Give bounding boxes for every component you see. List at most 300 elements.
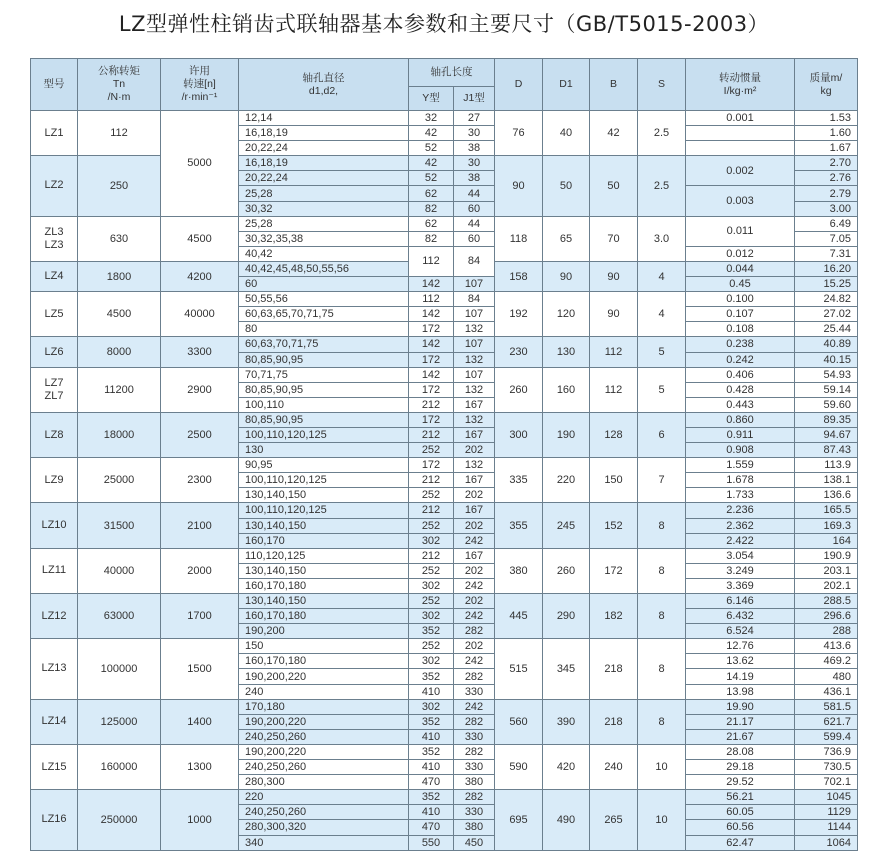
inertia-cell: 21.17 — [686, 714, 795, 729]
bore-diameter-cell: 240,250,260 — [239, 805, 409, 820]
bore-diameter-cell: 130,140,150 — [239, 594, 409, 609]
inertia-cell: 2.362 — [686, 518, 795, 533]
S-cell: 3.0 — [638, 216, 686, 261]
bore-diameter-cell: 220 — [239, 790, 409, 805]
header-y-type: Y型 — [409, 87, 454, 111]
bore-diameter-cell: 40,42,45,48,50,55,56 — [239, 261, 409, 276]
torque-cell: 4500 — [78, 292, 161, 337]
y-length-cell: 252 — [409, 443, 454, 458]
header-inertia-line-2: I/kg·m² — [723, 84, 757, 97]
model-cell: LZ6 — [31, 337, 78, 367]
D1-cell: 190 — [543, 412, 590, 457]
B-cell: 182 — [590, 594, 638, 639]
header-bore-diameter-line-2: d1,d2, — [308, 84, 339, 97]
bore-diameter-cell: 30,32 — [239, 201, 409, 216]
y-length-cell: 32 — [409, 111, 454, 126]
j1-length-cell: 242 — [454, 578, 495, 593]
mass-cell: 288 — [795, 624, 858, 639]
D-cell: 230 — [495, 337, 543, 367]
table-row — [31, 639, 858, 654]
B-cell: 265 — [590, 790, 638, 850]
j1-length-cell: 202 — [454, 488, 495, 503]
table-row — [31, 458, 858, 473]
bore-diameter-cell: 40,42 — [239, 246, 409, 261]
D1-cell: 390 — [543, 699, 590, 744]
inertia-cell: 29.52 — [686, 775, 795, 790]
mass-cell: 87.43 — [795, 443, 858, 458]
D-cell: 260 — [495, 367, 543, 412]
model-cell: LZ16 — [31, 790, 78, 850]
y-length-cell: 550 — [409, 835, 454, 850]
S-cell: 4 — [638, 261, 686, 291]
inertia-cell: 60.05 — [686, 805, 795, 820]
D1-cell: 50 — [543, 156, 590, 216]
y-length-cell: 52 — [409, 141, 454, 156]
j1-length-cell: 202 — [454, 563, 495, 578]
header-speed-line-1: 许用 — [189, 65, 210, 77]
bore-diameter-cell: 25,28 — [239, 186, 409, 201]
mass-cell: 296.6 — [795, 609, 858, 624]
bore-diameter-cell: 190,200,220 — [239, 744, 409, 759]
y-length-cell: 142 — [409, 277, 454, 292]
j1-length-cell: 282 — [454, 624, 495, 639]
B-cell: 42 — [590, 111, 638, 156]
D-cell: 355 — [495, 503, 543, 548]
bore-diameter-cell: 16,18,19 — [239, 126, 409, 141]
D-cell: 445 — [495, 594, 543, 639]
header-torque-line-3: /N·m — [107, 91, 131, 103]
header-D: D — [495, 59, 543, 111]
inertia-cell: 13.98 — [686, 684, 795, 699]
table-row — [31, 367, 858, 382]
j1-length-cell: 107 — [454, 337, 495, 352]
mass-cell: 1.53 — [795, 111, 858, 126]
S-cell: 8 — [638, 594, 686, 639]
D-cell: 158 — [495, 261, 543, 291]
inertia-cell: 1.678 — [686, 473, 795, 488]
bore-diameter-cell: 190,200,220 — [239, 669, 409, 684]
B-cell: 112 — [590, 337, 638, 367]
inertia-cell: 0.002 — [686, 156, 795, 186]
inertia-cell: 0.428 — [686, 382, 795, 397]
model-cell: LZ15 — [31, 744, 78, 789]
mass-cell: 2.79 — [795, 186, 858, 201]
bore-diameter-cell: 160,170,180 — [239, 654, 409, 669]
bore-diameter-cell: 50,55,56 — [239, 292, 409, 307]
j1-length-cell: 202 — [454, 594, 495, 609]
y-length-cell: 212 — [409, 503, 454, 518]
y-length-cell: 142 — [409, 307, 454, 322]
bore-diameter-cell: 280,300 — [239, 775, 409, 790]
model-cell: LZ7 ZL7 — [31, 367, 78, 412]
inertia-cell: 0.45 — [686, 277, 795, 292]
header-speed-line-3: /r·min⁻¹ — [181, 91, 218, 103]
speed-cell: 1000 — [161, 790, 239, 850]
inertia-cell: 28.08 — [686, 744, 795, 759]
j1-length-cell: 242 — [454, 699, 495, 714]
j1-length-cell: 84 — [454, 246, 495, 276]
mass-cell: 1144 — [795, 820, 858, 835]
y-length-cell: 42 — [409, 156, 454, 171]
j1-length-cell: 60 — [454, 231, 495, 246]
bore-diameter-cell: 100,110,120,125 — [239, 503, 409, 518]
bore-diameter-cell: 30,32,35,38 — [239, 231, 409, 246]
inertia-cell: 6.146 — [686, 594, 795, 609]
model-cell: LZ4 — [31, 261, 78, 291]
j1-length-cell: 380 — [454, 820, 495, 835]
mass-cell: 621.7 — [795, 714, 858, 729]
header-torque-line-1: 公称转矩 — [98, 65, 140, 77]
bore-diameter-cell: 110,120,125 — [239, 548, 409, 563]
bore-diameter-cell: 160,170,180 — [239, 609, 409, 624]
table-row — [31, 790, 858, 805]
speed-cell: 2500 — [161, 412, 239, 457]
D-cell: 76 — [495, 111, 543, 156]
table-row — [31, 503, 858, 518]
bore-diameter-cell: 25,28 — [239, 216, 409, 231]
y-length-cell: 252 — [409, 594, 454, 609]
speed-cell: 1500 — [161, 639, 239, 699]
y-length-cell: 252 — [409, 488, 454, 503]
inertia-cell: 62.47 — [686, 835, 795, 850]
inertia-cell: 12.76 — [686, 639, 795, 654]
inertia-cell: 0.108 — [686, 322, 795, 337]
inertia-cell: 0.911 — [686, 427, 795, 442]
j1-length-cell: 107 — [454, 367, 495, 382]
header-model: 型号 — [31, 59, 78, 111]
bore-diameter-cell: 190,200 — [239, 624, 409, 639]
D-cell: 590 — [495, 744, 543, 789]
bore-diameter-cell: 340 — [239, 835, 409, 850]
mass-cell: 169.3 — [795, 518, 858, 533]
mass-cell: 2.76 — [795, 171, 858, 186]
bore-diameter-cell: 240,250,260 — [239, 760, 409, 775]
header-speed — [161, 59, 239, 111]
mass-cell: 89.35 — [795, 412, 858, 427]
B-cell: 128 — [590, 412, 638, 457]
speed-cell: 4200 — [161, 261, 239, 291]
torque-cell: 25000 — [78, 458, 161, 503]
j1-length-cell: 330 — [454, 684, 495, 699]
mass-cell: 480 — [795, 669, 858, 684]
y-length-cell: 410 — [409, 729, 454, 744]
j1-length-cell: 202 — [454, 443, 495, 458]
torque-cell: 8000 — [78, 337, 161, 367]
table-row — [31, 699, 858, 714]
inertia-cell: 1.559 — [686, 458, 795, 473]
bore-diameter-cell: 80,85,90,95 — [239, 382, 409, 397]
j1-length-cell: 27 — [454, 111, 495, 126]
torque-cell: 100000 — [78, 639, 161, 699]
bore-diameter-cell: 20,22,24 — [239, 171, 409, 186]
mass-cell: 2.70 — [795, 156, 858, 171]
D-cell: 335 — [495, 458, 543, 503]
y-length-cell: 62 — [409, 186, 454, 201]
j1-length-cell: 450 — [454, 835, 495, 850]
bore-diameter-cell: 80 — [239, 322, 409, 337]
inertia-cell: 2.236 — [686, 503, 795, 518]
j1-length-cell: 167 — [454, 397, 495, 412]
torque-cell: 1800 — [78, 261, 161, 291]
B-cell: 240 — [590, 744, 638, 789]
inertia-cell: 0.001 — [686, 111, 795, 126]
j1-length-cell: 202 — [454, 518, 495, 533]
y-length-cell: 142 — [409, 337, 454, 352]
D-cell: 90 — [495, 156, 543, 216]
j1-length-cell: 330 — [454, 805, 495, 820]
y-length-cell: 172 — [409, 322, 454, 337]
mass-cell: 469.2 — [795, 654, 858, 669]
B-cell: 112 — [590, 367, 638, 412]
bore-diameter-cell: 100,110,120,125 — [239, 427, 409, 442]
torque-cell: 31500 — [78, 503, 161, 548]
inertia-cell: 0.107 — [686, 307, 795, 322]
header-mass — [795, 59, 858, 111]
torque-cell: 250000 — [78, 790, 161, 850]
mass-cell: 54.93 — [795, 367, 858, 382]
D1-cell: 120 — [543, 292, 590, 337]
S-cell: 2.5 — [638, 111, 686, 156]
header-B: B — [590, 59, 638, 111]
B-cell: 50 — [590, 156, 638, 216]
table-body — [31, 111, 858, 851]
bore-diameter-cell: 130 — [239, 443, 409, 458]
B-cell: 90 — [590, 292, 638, 337]
inertia-cell: 0.100 — [686, 292, 795, 307]
y-length-cell: 212 — [409, 548, 454, 563]
y-length-cell: 302 — [409, 654, 454, 669]
D1-cell: 290 — [543, 594, 590, 639]
speed-cell: 40000 — [161, 292, 239, 337]
D1-cell: 245 — [543, 503, 590, 548]
D-cell: 300 — [495, 412, 543, 457]
speed-cell: 2300 — [161, 458, 239, 503]
D1-cell: 490 — [543, 790, 590, 850]
header-inertia — [686, 59, 795, 111]
inertia-cell — [686, 126, 795, 141]
S-cell: 8 — [638, 548, 686, 593]
D1-cell: 40 — [543, 111, 590, 156]
y-length-cell: 212 — [409, 397, 454, 412]
bore-diameter-cell: 20,22,24 — [239, 141, 409, 156]
j1-length-cell: 132 — [454, 352, 495, 367]
j1-length-cell: 38 — [454, 171, 495, 186]
j1-length-cell: 44 — [454, 186, 495, 201]
mass-cell: 24.82 — [795, 292, 858, 307]
S-cell: 7 — [638, 458, 686, 503]
mass-cell: 190.9 — [795, 548, 858, 563]
table-row — [31, 594, 858, 609]
bore-diameter-cell: 70,71,75 — [239, 367, 409, 382]
table-row — [31, 337, 858, 352]
S-cell: 5 — [638, 337, 686, 367]
inertia-cell: 0.242 — [686, 352, 795, 367]
inertia-cell: 6.524 — [686, 624, 795, 639]
bore-diameter-cell: 160,170,180 — [239, 578, 409, 593]
inertia-cell: 0.044 — [686, 261, 795, 276]
bore-diameter-cell: 60 — [239, 277, 409, 292]
B-cell: 152 — [590, 503, 638, 548]
y-length-cell: 82 — [409, 231, 454, 246]
mass-cell: 138.1 — [795, 473, 858, 488]
bore-diameter-cell: 280,300,320 — [239, 820, 409, 835]
model-cell: LZ2 — [31, 156, 78, 216]
bore-diameter-cell: 170,180 — [239, 699, 409, 714]
mass-cell: 27.02 — [795, 307, 858, 322]
y-length-cell: 52 — [409, 171, 454, 186]
S-cell: 10 — [638, 790, 686, 850]
inertia-cell: 6.432 — [686, 609, 795, 624]
header-bore-length: 轴孔长度 — [409, 59, 495, 87]
speed-cell: 4500 — [161, 216, 239, 261]
model-cell: LZ12 — [31, 594, 78, 639]
header-bore-diameter — [239, 59, 409, 111]
j1-length-cell: 380 — [454, 775, 495, 790]
S-cell: 8 — [638, 503, 686, 548]
mass-cell: 413.6 — [795, 639, 858, 654]
speed-cell: 5000 — [161, 111, 239, 217]
S-cell: 6 — [638, 412, 686, 457]
D-cell: 192 — [495, 292, 543, 337]
j1-length-cell: 30 — [454, 156, 495, 171]
y-length-cell: 42 — [409, 126, 454, 141]
y-length-cell: 302 — [409, 533, 454, 548]
inertia-cell: 60.56 — [686, 820, 795, 835]
header-mass-line-2: kg — [820, 84, 832, 97]
bore-diameter-cell: 150 — [239, 639, 409, 654]
coupling-spec-table-wrap — [30, 58, 858, 851]
mass-cell: 165.5 — [795, 503, 858, 518]
D-cell: 118 — [495, 216, 543, 261]
j1-length-cell: 44 — [454, 216, 495, 231]
torque-cell: 63000 — [78, 594, 161, 639]
bore-diameter-cell: 190,200,220 — [239, 714, 409, 729]
D1-cell: 220 — [543, 458, 590, 503]
speed-cell: 1300 — [161, 744, 239, 789]
header-j1-type: J1型 — [454, 87, 495, 111]
j1-length-cell: 167 — [454, 548, 495, 563]
y-length-cell: 302 — [409, 609, 454, 624]
header-S: S — [638, 59, 686, 111]
header-torque-line-2: Tn — [112, 78, 126, 90]
mass-cell: 40.15 — [795, 352, 858, 367]
mass-cell: 40.89 — [795, 337, 858, 352]
inertia-cell: 0.238 — [686, 337, 795, 352]
mass-cell: 1064 — [795, 835, 858, 850]
j1-length-cell: 132 — [454, 382, 495, 397]
inertia-cell: 0.860 — [686, 412, 795, 427]
mass-cell: 25.44 — [795, 322, 858, 337]
mass-cell: 59.14 — [795, 382, 858, 397]
y-length-cell: 112 — [409, 246, 454, 276]
D1-cell: 345 — [543, 639, 590, 699]
j1-length-cell: 242 — [454, 533, 495, 548]
D-cell: 380 — [495, 548, 543, 593]
speed-cell: 2900 — [161, 367, 239, 412]
j1-length-cell: 202 — [454, 639, 495, 654]
D-cell: 515 — [495, 639, 543, 699]
inertia-cell: 0.011 — [686, 216, 795, 246]
inertia-cell: 1.733 — [686, 488, 795, 503]
torque-cell: 11200 — [78, 367, 161, 412]
header-D1: D1 — [543, 59, 590, 111]
j1-length-cell: 167 — [454, 473, 495, 488]
j1-length-cell: 107 — [454, 277, 495, 292]
j1-length-cell: 242 — [454, 654, 495, 669]
j1-length-cell: 330 — [454, 760, 495, 775]
bore-diameter-cell: 60,63,70,71,75 — [239, 337, 409, 352]
inertia-cell: 19.90 — [686, 699, 795, 714]
j1-length-cell: 84 — [454, 292, 495, 307]
j1-length-cell: 282 — [454, 744, 495, 759]
mass-cell: 599.4 — [795, 729, 858, 744]
y-length-cell: 410 — [409, 684, 454, 699]
bore-diameter-cell: 80,85,90,95 — [239, 412, 409, 427]
inertia-cell: 0.443 — [686, 397, 795, 412]
D-cell: 695 — [495, 790, 543, 850]
y-length-cell: 252 — [409, 518, 454, 533]
mass-cell: 7.31 — [795, 246, 858, 261]
bore-diameter-cell: 100,110 — [239, 397, 409, 412]
y-length-cell: 212 — [409, 427, 454, 442]
B-cell: 150 — [590, 458, 638, 503]
mass-cell: 94.67 — [795, 427, 858, 442]
mass-cell: 1045 — [795, 790, 858, 805]
inertia-cell: 0.406 — [686, 367, 795, 382]
inertia-cell: 3.369 — [686, 578, 795, 593]
header-bore-diameter-line-1: 轴孔直径 — [302, 71, 345, 84]
y-length-cell: 352 — [409, 744, 454, 759]
table-row — [31, 292, 858, 307]
inertia-cell — [686, 141, 795, 156]
inertia-cell: 56.21 — [686, 790, 795, 805]
y-length-cell: 142 — [409, 367, 454, 382]
B-cell: 172 — [590, 548, 638, 593]
inertia-cell: 13.62 — [686, 654, 795, 669]
bore-diameter-cell: 240,250,260 — [239, 729, 409, 744]
y-length-cell: 352 — [409, 714, 454, 729]
S-cell: 5 — [638, 367, 686, 412]
model-cell: LZ14 — [31, 699, 78, 744]
j1-length-cell: 38 — [454, 141, 495, 156]
mass-cell: 202.1 — [795, 578, 858, 593]
model-cell: LZ13 — [31, 639, 78, 699]
inertia-cell: 29.18 — [686, 760, 795, 775]
S-cell: 10 — [638, 744, 686, 789]
bore-diameter-cell: 60,63,65,70,71,75 — [239, 307, 409, 322]
model-cell: LZ11 — [31, 548, 78, 593]
mass-cell: 136.6 — [795, 488, 858, 503]
D1-cell: 65 — [543, 216, 590, 261]
page-title: LZ型弹性柱销齿式联轴器基本参数和主要尺寸（GB/T5015-2003） — [118, 12, 770, 36]
mass-cell: 6.49 — [795, 216, 858, 231]
inertia-cell: 0.012 — [686, 246, 795, 261]
bore-diameter-cell: 90,95 — [239, 458, 409, 473]
model-cell: LZ9 — [31, 458, 78, 503]
mass-cell: 16.20 — [795, 261, 858, 276]
bore-diameter-cell: 130,140,150 — [239, 563, 409, 578]
bore-diameter-cell: 160,170 — [239, 533, 409, 548]
mass-cell: 581.5 — [795, 699, 858, 714]
y-length-cell: 352 — [409, 624, 454, 639]
inertia-cell: 2.422 — [686, 533, 795, 548]
D1-cell: 420 — [543, 744, 590, 789]
y-length-cell: 172 — [409, 382, 454, 397]
j1-length-cell: 167 — [454, 427, 495, 442]
mass-cell: 203.1 — [795, 563, 858, 578]
j1-length-cell: 132 — [454, 412, 495, 427]
model-cell: LZ10 — [31, 503, 78, 548]
